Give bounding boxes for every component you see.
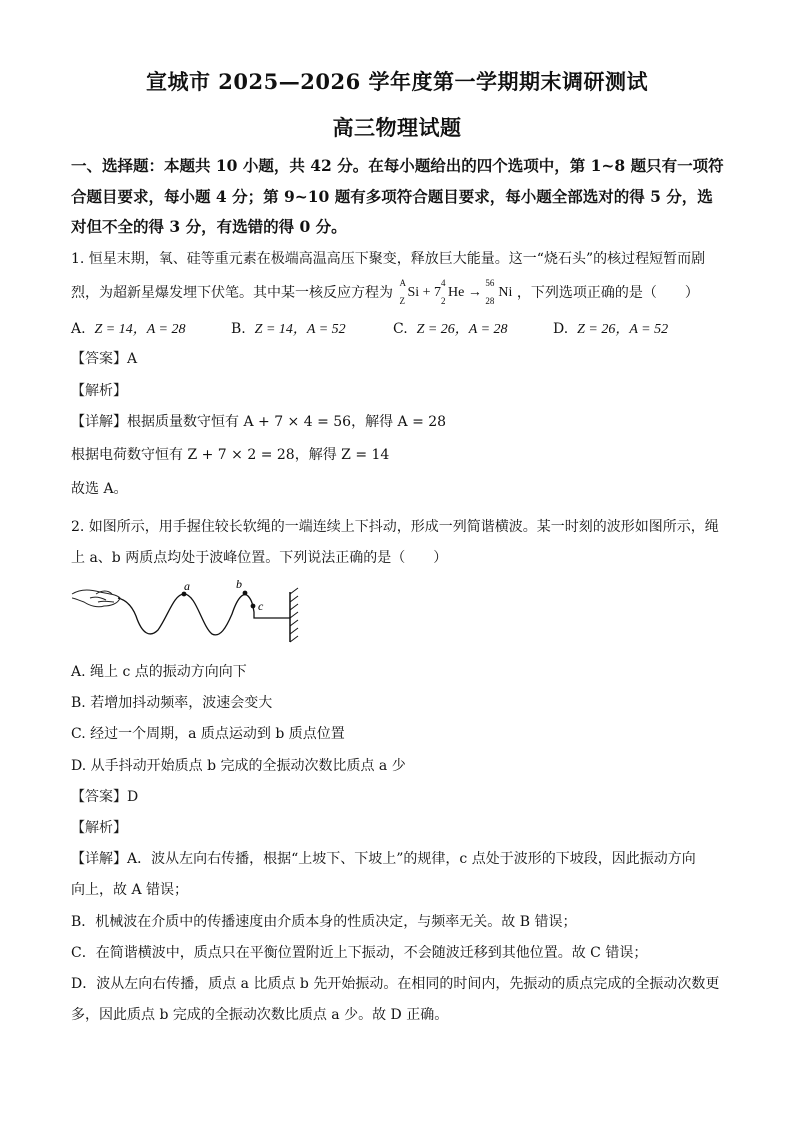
- he-charge-number: 2: [441, 296, 446, 306]
- wave-rope: [118, 594, 290, 635]
- section-instructions-3: 对但不全的得 3 分，有选错的得 0 分。: [71, 217, 347, 236]
- reaction-arrow: →: [467, 285, 482, 300]
- q1-detail-2: 根据电荷数守恒有 Z + 7 × 2 = 28，解得 Z = 14: [71, 447, 390, 463]
- q1-option-b[interactable]: B. Z = 14，A = 52: [231, 321, 346, 337]
- ni-symbol: Ni: [498, 285, 513, 300]
- label-b: b: [236, 577, 242, 591]
- si-charge-number: Z: [399, 296, 405, 306]
- he-mass-number: 4: [441, 278, 446, 288]
- q2-option-a[interactable]: A. 绳上 c 点的振动方向向下: [71, 664, 247, 680]
- nuclear-equation: [397, 278, 513, 306]
- q2-detail-5: D．波从左向右传播，质点 a 比质点 b 先开始振动。在相同的时间内，先振动的质点完成的全振动次数更: [71, 976, 720, 992]
- q1-detail-1: 【详解】根据质量数守恒有 A + 7 × 4 = 56，解得 A = 28: [71, 414, 447, 430]
- q1-stem-post: ，下列选项正确的是（ ）: [516, 285, 699, 301]
- label-c: c: [258, 599, 264, 613]
- q2-stem-line1: 2. 如图所示，用手握住较长软绳的一端连续上下抖动，形成一列简谐横波。某一时刻的波形如图所示，绳: [71, 519, 719, 535]
- q1-option-a[interactable]: A. Z = 14，A = 28: [71, 321, 186, 337]
- point-b: [243, 591, 248, 596]
- page-title: 宣城市 2025—2026 学年度第一学期期末调研测试: [145, 69, 648, 94]
- q1-option-d[interactable]: D. Z = 26，A = 52: [553, 321, 669, 337]
- q2-analysis-heading: 【解析】: [71, 820, 127, 836]
- si-symbol: Si: [407, 285, 420, 300]
- q2-detail-3: B．机械波在介质中的传播速度由介质本身的性质决定，与频率无关。故 B 错误；: [71, 914, 577, 930]
- q1-analysis-heading: 【解析】: [71, 383, 127, 399]
- q2-detail-4: C．在简谐横波中，质点只在平衡位置附近上下振动，不会随波迁移到其他位置。故 C 错误；: [71, 945, 648, 961]
- q1-option-c[interactable]: C. Z = 26，A = 28: [393, 321, 508, 337]
- q2-detail-2: 向上，故 A 错误；: [71, 882, 189, 898]
- q2-option-c[interactable]: C. 经过一个周期，a 质点运动到 b 质点位置: [71, 726, 345, 742]
- q1-stem-line1: 1. 恒星末期，氧、硅等重元素在极端高温高压下聚变，释放巨大能量。这一“烧石头”的核过程短暂而剧: [71, 251, 706, 267]
- q2-detail-6: 多，因此质点 b 完成的全振动次数比质点 a 少。故 D 正确。: [71, 1007, 449, 1023]
- q2-answer: 【答案】D: [71, 789, 139, 805]
- wave-rope-figure: [68, 576, 308, 646]
- q1-stem-line2: [71, 278, 699, 306]
- ni-mass-number: 56: [485, 278, 495, 288]
- section-instructions-1: 一、选择题：本题共 10 小题，共 42 分。在每小题给出的四个选项中，第 1~8 题只有一项符: [71, 156, 724, 175]
- ni-charge-number: 28: [485, 296, 495, 306]
- q2-option-d[interactable]: D. 从手抖动开始质点 b 完成的全振动次数比质点 a 少: [71, 758, 406, 774]
- section-instructions-2: 合题目要求，每小题 4 分；第 9~10 题有多项符合题目要求，每小题全部选对的得 5 分，选: [71, 187, 713, 206]
- he-symbol: He: [448, 285, 465, 300]
- q2-option-b[interactable]: B. 若增加抖动频率，波速会变大: [71, 695, 273, 711]
- plus-seven: + 7: [422, 285, 442, 300]
- q2-detail-1: 【详解】A．波从左向右传播，根据“上坡下、下坡上”的规律，c 点处于波形的下坡段，因此振动方向: [71, 851, 696, 867]
- page-subtitle: 高三物理试题: [332, 115, 462, 140]
- point-c: [251, 604, 256, 609]
- wall-icon: [290, 588, 298, 642]
- q1-answer: 【答案】A: [71, 351, 138, 367]
- label-a: a: [184, 579, 190, 593]
- q1-stem-pre: 烈，为超新星爆发埋下伏笔。其中某一核反应方程为: [71, 285, 393, 301]
- si-mass-number: A: [399, 278, 406, 288]
- q1-detail-3: 故选 A。: [71, 481, 128, 497]
- hand-icon: [72, 590, 120, 607]
- q2-stem-line2: 上 a、b 两质点均处于波峰位置。下列说法正确的是（ ）: [71, 550, 448, 566]
- q1-options: [71, 318, 668, 338]
